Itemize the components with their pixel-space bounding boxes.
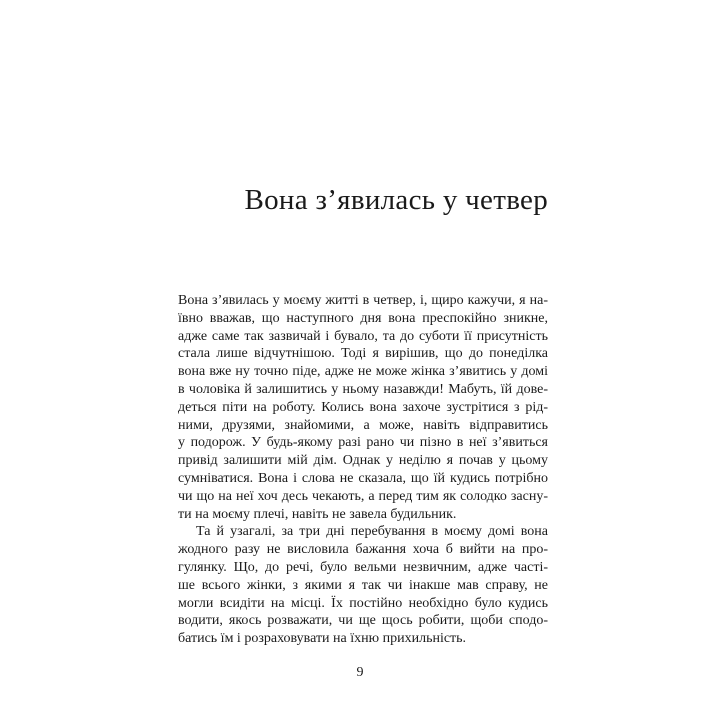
text-line: привід залишити мій дім. Однак у неділю я почав у цьому (178, 453, 548, 469)
text-line: Та й узагалі, за три дні перебування в моєму домі вона (196, 524, 548, 540)
text-line: ше всього жінки, з якими я так чи інакше мав справу, не (178, 577, 548, 593)
text-line: Вона з’явилась у моєму житті в четвер, і, щиро кажучи, я на- (178, 293, 548, 308)
chapter-title: Вона з’явилась у четвер (244, 184, 548, 216)
page-number: 9 (356, 665, 364, 680)
text-line: водити, якось розважати, чи ще щось робити, щоби сподо- (178, 613, 548, 629)
text-line: жодного разу не висловила бажання хоча б вийти на про- (178, 542, 548, 558)
text-line: в чоловіка й залишитись у ньому назавжди! Мабуть, їй дове- (178, 381, 548, 397)
text-line: у подорож. У будь-якому разі рано чи пізно в неї з’явиться (178, 435, 548, 451)
text-line: вона вже ну точно піде, адже не може жінка з’явитись у домі (178, 364, 548, 380)
text-line: гулянку. Що, до речі, було вельми незвичним, адже часті- (178, 559, 548, 575)
text-line: деться піти на роботу. Колись вона захоче зустрітися з рід- (178, 399, 548, 415)
text-line: адже саме так зазвичай і бувало, та до суботи її присутність (178, 328, 548, 344)
text-line: ними, друзями, знайомими, а може, навіть відправитись (178, 417, 548, 433)
text-line: батись їм і розраховувати на їхню прихильність. (178, 631, 467, 647)
body-text (178, 292, 548, 648)
text-line: стала лише відчутнішою. Тоді я вирішив, що до понеділка (178, 346, 548, 362)
text-line: ївно вважав, що наступного дня вона преспокійно зникне, (178, 310, 548, 326)
text-line: сумніватися. Вона і слова не сказала, що їй кудись потрібно (178, 470, 548, 486)
text-line: могли всидіти на місці. Їх постійно необхідно було кудись (178, 595, 548, 611)
text-line: чи що на неї хоч десь чекають, а перед тим як солодко засну- (178, 488, 548, 504)
text-line: ти на моєму плечі, навіть не завела будильник. (178, 506, 457, 522)
